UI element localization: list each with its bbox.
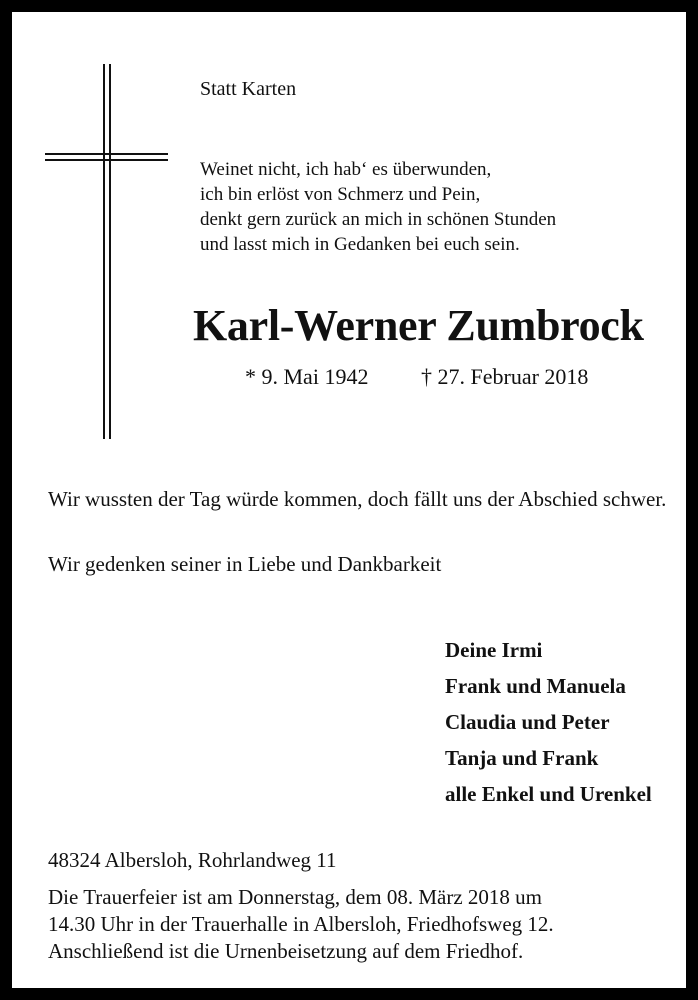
address: 48324 Albersloh, Rohrlandweg 11 xyxy=(48,848,337,872)
signatory: Claudia und Peter xyxy=(445,710,610,734)
funeral-info xyxy=(48,884,554,965)
cross-horizontal-line xyxy=(45,153,168,155)
deceased-name: Karl-Werner Zumbrock xyxy=(193,301,644,350)
poem xyxy=(200,157,556,257)
birth-date: * 9. Mai 1942 xyxy=(245,364,369,389)
signatory: Tanja und Frank xyxy=(445,746,599,770)
cross-vertical-line xyxy=(103,64,105,439)
signatory: Deine Irmi xyxy=(445,638,543,662)
obituary-card xyxy=(12,12,686,988)
statt-karten: Statt Karten xyxy=(200,78,297,100)
cross-horizontal-line xyxy=(45,159,168,161)
signatories xyxy=(445,632,652,812)
signatory: alle Enkel und Urenkel xyxy=(445,782,652,806)
funeral-line: Die Trauerfeier ist am Donnerstag, dem 08. März 2018 um xyxy=(48,885,542,909)
cross-vertical-line xyxy=(109,64,111,439)
farewell-text: Wir wussten der Tag würde kommen, doch fällt uns der Abschied schwer. xyxy=(48,487,667,511)
poem-line: denkt gern zurück an mich in schönen Stunden xyxy=(200,209,557,230)
death-date: † 27. Februar 2018 xyxy=(421,364,589,389)
remembrance-text: Wir gedenken seiner in Liebe und Dankbarkeit xyxy=(48,552,442,576)
poem-line: Weinet nicht, ich hab‘ es überwunden, xyxy=(200,159,492,180)
funeral-line: 14.30 Uhr in der Trauerhalle in Albersloh, Friedhofsweg 12. xyxy=(48,912,554,936)
poem-line: und lasst mich in Gedanken bei euch sein. xyxy=(200,234,520,255)
poem-line: ich bin erlöst von Schmerz und Pein, xyxy=(200,184,481,205)
signatory: Frank und Manuela xyxy=(445,674,626,698)
funeral-line: Anschließend ist die Urnenbeisetzung auf dem Friedhof. xyxy=(48,939,524,963)
